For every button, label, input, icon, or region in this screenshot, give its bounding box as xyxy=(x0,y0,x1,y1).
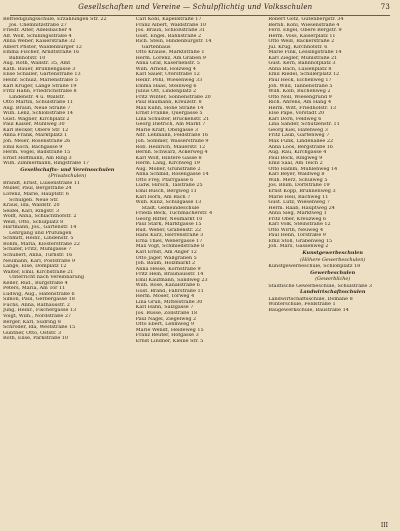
directory-entry: Anna Hesse, Kornstraße 9 xyxy=(135,266,201,272)
directory-entry: Marie Fink, Lessingstraße 14 xyxy=(268,50,342,56)
directory-entry: Bernh. Schwarz, Ackerweg 4 xyxy=(135,150,208,156)
directory-entry: Gust. Kern, Bahnhofplatz 3 xyxy=(268,61,336,67)
directory-entry: Gust. Brand, Fährstraße 11 xyxy=(135,288,204,294)
directory-entry: Ernst Lindner, Kleine Str. 5 xyxy=(135,338,204,344)
directory-entry: Max Kühn, Hohe Straße 14 xyxy=(135,105,204,111)
directory-entry: Bernh. Kohl, Wiesenstraße 4 xyxy=(268,22,340,28)
directory-entry: Karl Volk, Steinstraße 12 xyxy=(268,222,331,228)
entry-continuation: Schulgeb. Neue Str. xyxy=(9,197,59,203)
directory-entry: Ludw. Hirsch, Talstraße 25 xyxy=(135,183,203,189)
directory-entry: Wilh. Kolb, Buchenweg 2 xyxy=(268,89,331,95)
directory-entry: Städtische Gewerbeschule, Schulstraße 3 xyxy=(268,283,372,289)
directory-entry: Anna Schmid, Rosengasse 14 xyxy=(135,172,209,178)
directory-entry: Schubert, Anna, Turnstr. 16 xyxy=(3,252,73,258)
directory-entry: Wilh. Rose, Kanalstraße 6 xyxy=(135,283,200,289)
page-number: 73 xyxy=(380,3,390,11)
directory-entry: Fritz Hein, Brauhausstr. 14 xyxy=(135,272,204,278)
directory-entry: Georg Dietrich, Am Markt 7 xyxy=(135,122,206,128)
directory-entry: Rob. Heinrich, Mauerstr. 12 xyxy=(135,144,206,150)
directory-entry: Schäfer, Fritz, Mühlgasse 7 xyxy=(3,247,72,253)
directory-entry: Franz Albert, Waldstraße 10 xyxy=(135,22,207,28)
directory-entry: Elise Schaller, Gartenstraße 13 xyxy=(3,72,81,78)
directory-entry: Friedr. Alter, Adelsbacher 4 xyxy=(3,28,72,34)
header-title: Gesellschaften und Vereine — Schulpflichtig und Volksschulen xyxy=(78,3,313,11)
directory-entry: Georg Ritter, Neumarkt 10 xyxy=(135,216,203,222)
directory-entry: Emil Saal, Am Teich 2 xyxy=(268,161,323,167)
directory-entry: Ernst Kopp, Brunnenweg 3 xyxy=(268,188,336,194)
directory-entry: Fuchs, Anna, Rathausstr. 2 xyxy=(3,302,70,308)
directory-entry: Fritz Ober, Kreuzweg 6 xyxy=(268,216,327,222)
directory-entry: Berger, Karl, Südring 8 xyxy=(3,319,61,325)
directory-entry: Marie Kraft, Obstgasse 3 xyxy=(135,127,198,133)
directory-entry: Max Funk, Lindenallee 22 xyxy=(268,139,334,145)
directory-entry: Schmitt, Heinr., Lindenstr. 5 xyxy=(3,236,74,242)
section-subheading: (Privatschulen) xyxy=(48,173,87,180)
directory-entry: Karl Krüger, Lange Straße 19 xyxy=(3,83,77,89)
directory-entry: Otto Jäger, Wallgraben 5 xyxy=(135,255,197,261)
directory-entry: Herm. Witt, Friedhofstr. 13 xyxy=(268,105,336,111)
directory-entry: Franz Reuter, Hofgasse 3 xyxy=(135,333,199,339)
directory-entry: Anna Frank, Marktplatz 1 xyxy=(3,133,68,139)
directory-entry: Günther, Otto, Oststr. 3 xyxy=(3,330,62,336)
directory-entry: Marie Heil, Bachweg 11 xyxy=(268,194,329,200)
directory-entry: Anna Sieg, Marktweg 1 xyxy=(268,211,327,217)
directory-entry: Aug. Braun, Neue Straße 7 xyxy=(3,105,71,111)
directory-entry: Alfr. Lehmann, Feldstraße 16 xyxy=(135,133,209,139)
entry-continuation: Bahnhofstr. 10 xyxy=(9,55,46,61)
directory-entry: Karl Hahn, Salzgasse 7 xyxy=(135,305,194,311)
directory-entry: Anna Weber, Kaiserstraße 32 xyxy=(3,39,76,45)
directory-entry: Karl Sauer, Uferstraße 12 xyxy=(135,72,200,78)
page-header xyxy=(10,3,390,15)
directory-entry: Peters, Maria, Am Tor 11 xyxy=(3,286,66,292)
directory-entry: Paul Henn, Torstraße 9 xyxy=(268,233,326,239)
text-columns xyxy=(3,17,397,521)
directory-entry: Joh. Baum, Holzmarkt 2 xyxy=(135,261,196,267)
directory-entry: Hans Kurz, Herrenstraße 3 xyxy=(135,233,204,239)
directory-entry: Simon, Paul, Gerbergasse 18 xyxy=(3,297,75,303)
directory-entry: Aug. Roth, Wallstr. 35, Amt xyxy=(3,61,71,67)
directory-entry: Georg Kiel, Hafenweg 3 xyxy=(268,127,328,133)
directory-entry: Karl Beyer, Waldweg 8 xyxy=(268,172,325,178)
directory-entry: Heinr. Schulz, Marienstraße 5 xyxy=(3,78,78,84)
directory-entry: Paul Nagel, Ziegelweg 2 xyxy=(135,316,197,322)
entry-continuation: Stadt. Gemeindeschule xyxy=(141,205,200,211)
directory-entry: Walter, Emil, Kirchstraße 21 xyxy=(3,269,74,275)
directory-entry: Keller, Rud., Burgstraße 4 xyxy=(3,280,68,286)
directory-entry: Max Vogt, Schmiedstraße 8 xyxy=(135,244,205,250)
directory-entry: Herm. Lorenz, Am Graben 9 xyxy=(135,55,206,61)
directory-entry: Weiß, Otto, Schulplatz 8 xyxy=(3,219,64,225)
section-heading: Landwirtschaftsschulen xyxy=(299,289,366,296)
directory-entry: Rud. Weber, Grabenstr. 22 xyxy=(135,227,202,233)
directory-entry: Rich. Ahrens, Am Hang 4 xyxy=(268,100,332,106)
directory-entry: Jos. Blum, Dorfstraße 19 xyxy=(268,183,330,189)
directory-entry: Wilh. Arnold, Holzweg 4 xyxy=(135,66,196,72)
directory-entry: Neumann, Karl, Poststraße 9 xyxy=(3,258,75,264)
directory-entry: Robert Götz, Gutenbergstr. 34 xyxy=(268,17,344,22)
header-rule xyxy=(10,15,390,16)
directory-entry: Joh. Meier, Rosenstraße 26 xyxy=(3,139,71,145)
directory-entry: Emil Koch, Bachgasse 9 xyxy=(3,144,63,150)
directory-entry: Emil Kaufmann, Sandweg 23 xyxy=(135,277,208,283)
directory-entry: Emma Haas, Steinweg 6 xyxy=(135,83,197,89)
directory-entry: Jos. Braun, Schloßstraße 31 xyxy=(135,28,206,34)
directory-entry: Wilh. Lenz, Schloßstraße 14 xyxy=(3,111,73,117)
directory-entry: Paul Bock, Ringweg 9 xyxy=(268,155,323,161)
directory-entry: Landwirtschaftsschule, Domäne 8 xyxy=(268,296,353,302)
directory-entry: Karl Horn, Am Bach 7 xyxy=(135,194,191,200)
directory-entry: Gust. Lutz, Wiesenweg 7 xyxy=(268,200,330,206)
directory-entry: Paul Heck, Eichenweg 17 xyxy=(268,78,332,84)
directory-entry: Ernst Franke, Quergasse 5 xyxy=(135,111,203,117)
directory-entry: Anna Bach, Luisenplatz 8 xyxy=(268,66,332,72)
directory-entry: Herm. Raab, Hauptweg 24 xyxy=(268,205,335,211)
directory-entry: Joh. Marx, Gassenweg 2 xyxy=(268,244,329,250)
directory-entry: Karl Becker, Obere Str. 12 xyxy=(3,127,69,133)
directory-entry: Otto Krause, Marktstraße 1 xyxy=(135,50,205,56)
directory-entry: Ernst Hoffmann, Am Ring 3 xyxy=(3,155,72,161)
directory-entry: Herm. Vogel, Badstraße 15 xyxy=(3,150,71,156)
page-footer: III xyxy=(380,522,388,529)
directory-entry: Befriedigungsschule, Erzählungen Str. 22 xyxy=(3,17,107,22)
directory-entry: Wilh. Merz, Schulweg 5 xyxy=(268,177,328,183)
directory-entry: Hartmann, Jos., Gartenstr. 14 xyxy=(3,225,77,231)
directory-entry: Brandt, Ernst, Luisenstraße 11 xyxy=(3,180,81,186)
directory-entry: Gust. Wagner, Kirchplatz 2 xyxy=(3,116,70,122)
directory-entry: Winterschule, Feldstraße 1 xyxy=(268,302,336,308)
directory-entry: Karl Wolf, Hintere Gasse 8 xyxy=(135,155,202,161)
directory-entry: Jos. Busse, Zollstraße 18 xyxy=(135,310,198,316)
entry-continuation: Unterricht nach Vereinbarung xyxy=(9,275,85,281)
section-heading: Gewerbeschulen xyxy=(310,269,356,276)
directory-entry: Roth, Elise, Parkstraße 10 xyxy=(3,336,69,342)
directory-entry: Karl Ziegler, Mühlstraße 21 xyxy=(268,55,338,61)
directory-entry: Lange, Else, Domplatz 12 xyxy=(3,264,67,270)
directory-entry: Joh. Wild, Tannenstraße 5 xyxy=(268,83,333,89)
directory-entry: Heinr. Pohl, Wiesenweg 33 xyxy=(135,78,203,84)
directory-entry: Müller, Paul, Bergstraße 24 xyxy=(3,186,72,192)
directory-entry: Seidel, Karl, Ringstr. 3 xyxy=(3,208,60,214)
directory-entry: Karl Ernst, Am Anger 12 xyxy=(135,249,197,255)
directory-entry: Alf. Wolf, Schillingsstraße 4 xyxy=(3,33,72,39)
directory-entry: Voigt, Wilh., Nordstraße 27 xyxy=(3,313,72,319)
directory-entry: Fritz Hahn, Friedrichstraße 8 xyxy=(3,89,77,95)
directory-entry: Kraus, Ida, Waldstr. 20 xyxy=(3,203,60,209)
directory-entry: Fritz Winter, Sonnenstraße 20 xyxy=(135,94,211,100)
directory-entry: Rich. Stein, Hindenburgstr. 14 xyxy=(135,39,212,45)
directory-entry: Herm. Moser, Torweg 4 xyxy=(135,294,195,300)
directory-entry: Karl Dorn, Feldweg 6 xyxy=(268,116,322,122)
directory-entry: Böhm, Maria, Klosterstraße 22 xyxy=(3,241,80,247)
directory-entry: Emma Fischer, Arndtstraße 16 xyxy=(3,50,80,56)
directory-entry: Otto Weiß, Bäckerstraße 2 xyxy=(268,39,335,45)
directory-entry: Herm. Voss, Kaiserplatz 11 xyxy=(268,33,336,39)
directory-entry: Anna Loos, Bergstraße 16 xyxy=(268,144,334,150)
directory-entry: Wilh. Kunz, Schulgasse 13 xyxy=(135,200,202,206)
directory-entry: Lina Schuster, Brückenstr. 21 xyxy=(135,116,210,122)
directory-entry: Lina Sander, Schützenstr. 11 xyxy=(268,122,340,128)
directory-entry: Kunstgewerbeschule, Schloßplatz 18 xyxy=(268,264,361,270)
directory-entry: Otto Wirth, Neuweg 4 xyxy=(268,227,324,233)
directory-entry: Anna Graf, Kasernenstr. 5 xyxy=(135,61,200,67)
directory-entry: Frieda Beck, Tuchmacherstr. 4 xyxy=(135,211,213,217)
directory-entry: Wilh. Zimmermann, Ringstraße 17 xyxy=(3,161,89,167)
directory-entry: Joh. Sommer, Wasserstraße 9 xyxy=(135,139,209,145)
directory-entry: Erna Thiel, Webergasse 17 xyxy=(135,238,203,244)
directory-entry: Kath. Bauer, Brunnengasse 3 xyxy=(3,66,76,72)
directory-entry: Aug. Möller, Grünstraße 2 xyxy=(135,166,201,172)
directory-entry: Carl Kohl, Kapellstraße 17 xyxy=(135,17,202,22)
directory-entry: Gust. Engel, Bahnstraße 2 xyxy=(135,33,202,39)
directory-entry: Paul Stark, Marktgasse 15 xyxy=(135,222,202,228)
directory-entry: Wolff, Anna, Schlachthofstr. 2 xyxy=(3,214,77,220)
column-3 xyxy=(268,17,397,521)
directory-entry: Herm. Lang, Kirchweg 19 xyxy=(135,161,200,167)
section-subheading: (Gewerbliche) xyxy=(315,276,351,283)
section-heading: Kunstgewerbeschulen xyxy=(302,249,363,256)
directory-entry: Albert Pfister, Waldenburger 12 xyxy=(3,44,82,50)
directory-entry: Lorenz, Marie, Hauptstr. 6 xyxy=(3,191,70,197)
directory-entry: Baugewerkschule, Baustraße 14 xyxy=(268,307,349,313)
directory-entry: Otto Noll, Wiesengrund 9 xyxy=(268,94,332,100)
entry-continuation: Lindenstr. 4 u. Wallstr. xyxy=(9,94,65,100)
directory-entry: Lina Grün, Mittelstraße 30 xyxy=(135,299,203,305)
directory-entry: Marie Wendt, Heideweg 15 xyxy=(135,327,204,333)
directory-entry: Else Pape, Vorstadt 20 xyxy=(268,111,325,117)
entry-continuation: Lehrgang und Prüfungen xyxy=(9,230,72,236)
directory-entry: Otto Martin, Schulstraße 11 xyxy=(3,100,74,106)
directory-entry: Otto Ebert, Lehmweg 9 xyxy=(135,322,194,328)
directory-entry: Julius Ott, Lindenplatz 2 xyxy=(135,89,197,95)
section-subheading: (Höhere Gewerbeschulen) xyxy=(300,256,366,263)
directory-entry: Paul Baumann, Kreuzstr. 8 xyxy=(135,100,202,106)
directory-entry: Jul. Krug, Kirchhofstr. 6 xyxy=(268,44,328,50)
directory-entry: Jung, Heinr., Fischergasse 13 xyxy=(3,308,77,314)
directory-entry: Fritz Laub, Gartenweg 7 xyxy=(268,133,330,139)
entry-continuation: Gartenhaus xyxy=(141,44,171,50)
directory-entry: Otto Frey, Pfarrgasse 6 xyxy=(135,177,194,183)
directory-entry: Otto Hamm, Mühlenweg 14 xyxy=(268,166,338,172)
directory-entry: Emil Busch, Bergweg 11 xyxy=(135,188,197,194)
directory-entry: Emil Riedel, Schillerplatz 12 xyxy=(268,72,340,78)
column-1 xyxy=(3,17,132,521)
directory-entry: Ferd. Engel, Obere Bergstr. 9 xyxy=(268,28,342,34)
section-heading: Gesellschafts- und Vereinsschulen xyxy=(20,166,115,173)
column-2 xyxy=(136,17,265,521)
directory-entry: Paul Kaiser, Mühlweg 30 xyxy=(3,122,65,128)
directory-entry: Schröder, Ida, Weststraße 15 xyxy=(3,325,76,331)
directory-entry: Ludwig, Aug., Hafenstraße 6 xyxy=(3,291,75,297)
directory-entry: Emil Stoll, Grabenweg 15 xyxy=(268,238,333,244)
directory-entry: Aug. Rau, Kirchgasse 4 xyxy=(268,150,327,156)
entry-continuation: Jos. Chemnitzstraße 27 xyxy=(9,22,67,28)
